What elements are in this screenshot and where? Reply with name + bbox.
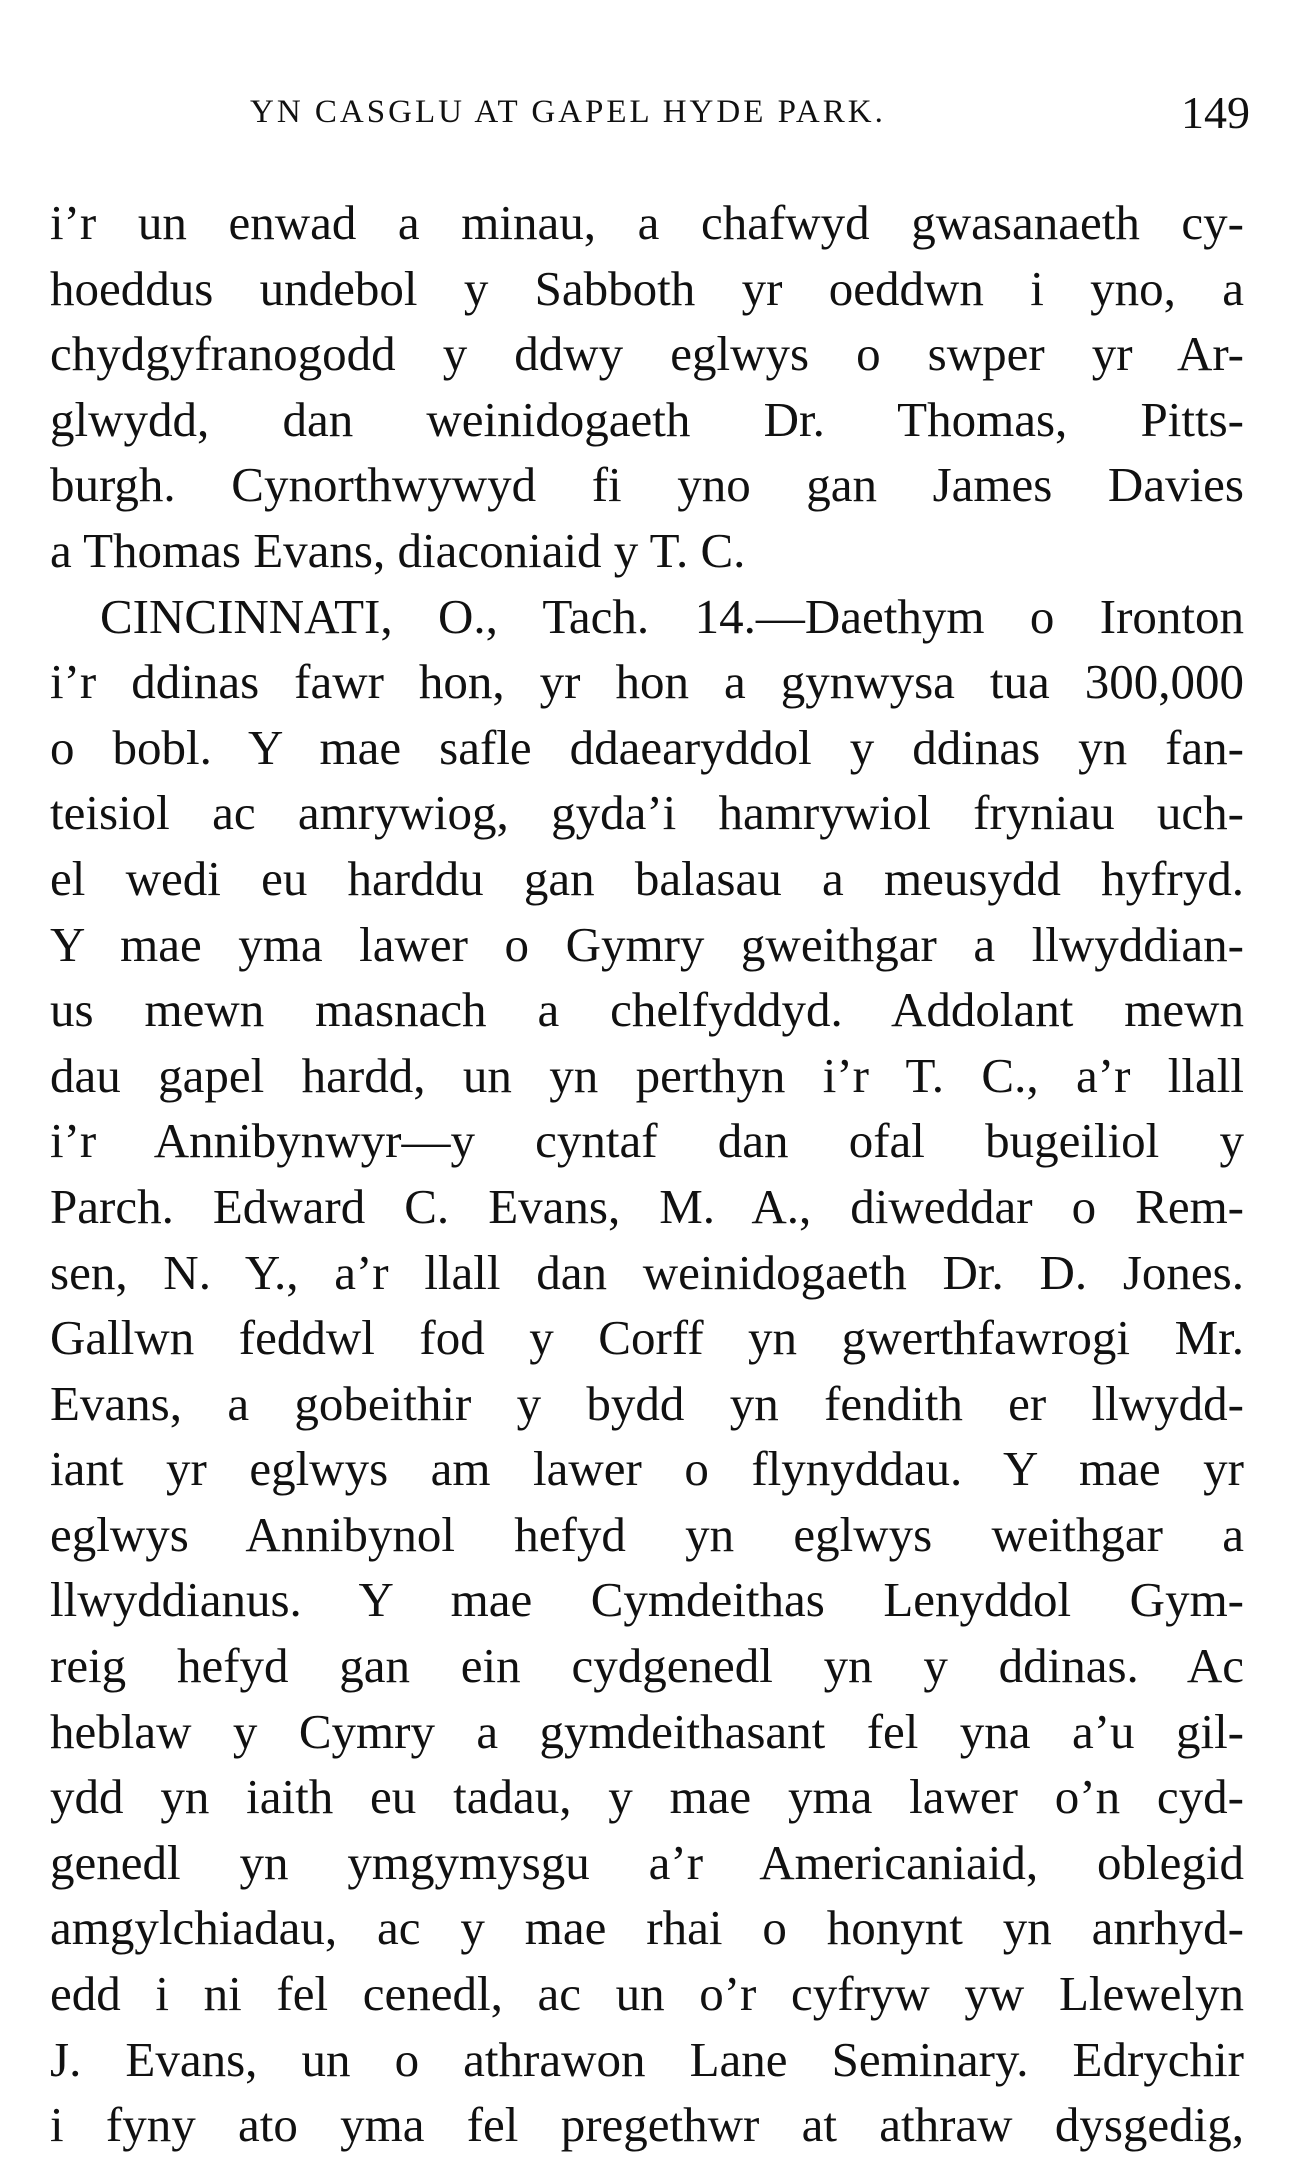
text-line: chydgyfranogodd y ddwy eglwys o swper yr Ar- (50, 326, 1244, 382)
text-line: Parch. Edward C. Evans, M. A., diweddar o Rem- (50, 1178, 1244, 1234)
text-line: amgylchiadau, ac y mae rhai o honynt yn anrhyd- (50, 1900, 1244, 1956)
text-line: i fyny ato yma fel pregethwr at athraw dysgedig, (50, 2097, 1244, 2153)
text-line: el wedi eu harddu gan balasau a meusydd hyfryd. (50, 850, 1244, 906)
text-line: i’r ddinas fawr hon, yr hon a gynwysa tua 300,000 (50, 654, 1244, 710)
text-line: heblaw y Cymry a gymdeithasant fel yna a’u gil- (50, 1703, 1244, 1759)
text-line: dau gapel hardd, un yn perthyn i’r T. C., a’r llall (50, 1047, 1244, 1103)
body-text (50, 190, 1244, 2158)
text-line: i’r Annibynwyr—y cyntaf dan ofal bugeiliol y (50, 1113, 1244, 1169)
text-line: Y mae yma lawer o Gymry gweithgar a llwyddian- (50, 916, 1244, 972)
text-line: J. Evans, un o athrawon Lane Seminary. Edrychir (50, 2031, 1244, 2087)
text-line: CINCINNATI, O., Tach. 14.—Daethym o Ironton (100, 588, 1244, 644)
text-line: sen, N. Y., a’r llall dan weinidogaeth Dr. D. Jones. (50, 1244, 1244, 1300)
text-line: edd i ni fel cenedl, ac un o’r cyfryw yw Llewelyn (50, 1966, 1244, 2022)
text-line: eglwys Annibynol hefyd yn eglwys weithgar a (50, 1506, 1244, 1562)
text-line: us mewn masnach a chelfyddyd. Addolant mewn (50, 982, 1244, 1038)
text-line: genedl yn ymgymysgu a’r Americaniaid, oblegid (50, 1834, 1244, 1890)
text-line: hoeddus undebol y Sabboth yr oeddwn i yno, a (50, 260, 1244, 316)
text-line: teisiol ac amrywiog, gyda’i hamrywiol fryniau uch- (50, 785, 1244, 841)
running-head (0, 86, 1300, 146)
text-line: glwydd, dan weinidogaeth Dr. Thomas, Pitts- (50, 391, 1244, 447)
text-line: o bobl. Y mae safle ddaearyddol y ddinas yn fan- (50, 719, 1244, 775)
running-title: YN CASGLU AT GAPEL HYDE PARK. (250, 94, 886, 130)
text-line: iant yr eglwys am lawer o flynyddau. Y mae yr (50, 1441, 1244, 1497)
page-number: 149 (1181, 87, 1250, 138)
text-line: i’r un enwad a minau, a chafwyd gwasanaeth cy- (50, 195, 1244, 250)
text-line: llwyddianus. Y mae Cymdeithas Lenyddol Gym- (50, 1572, 1244, 1628)
text-line: Evans, a gobeithir y bydd yn fendith er llwydd- (50, 1375, 1244, 1431)
text-line: ydd yn iaith eu tadau, y mae yma lawer o’n cyd- (50, 1769, 1244, 1825)
text-line: Gallwn feddwl fod y Corff yn gwerthfawrogi Mr. (50, 1310, 1244, 1366)
text-line: reig hefyd gan ein cydgenedl yn y ddinas. Ac (50, 1638, 1244, 1694)
text-line: burgh. Cynorthwywyd fi yno gan James Davies (50, 457, 1244, 513)
text-line: a Thomas Evans, diaconiaid y T. C. (50, 522, 746, 578)
